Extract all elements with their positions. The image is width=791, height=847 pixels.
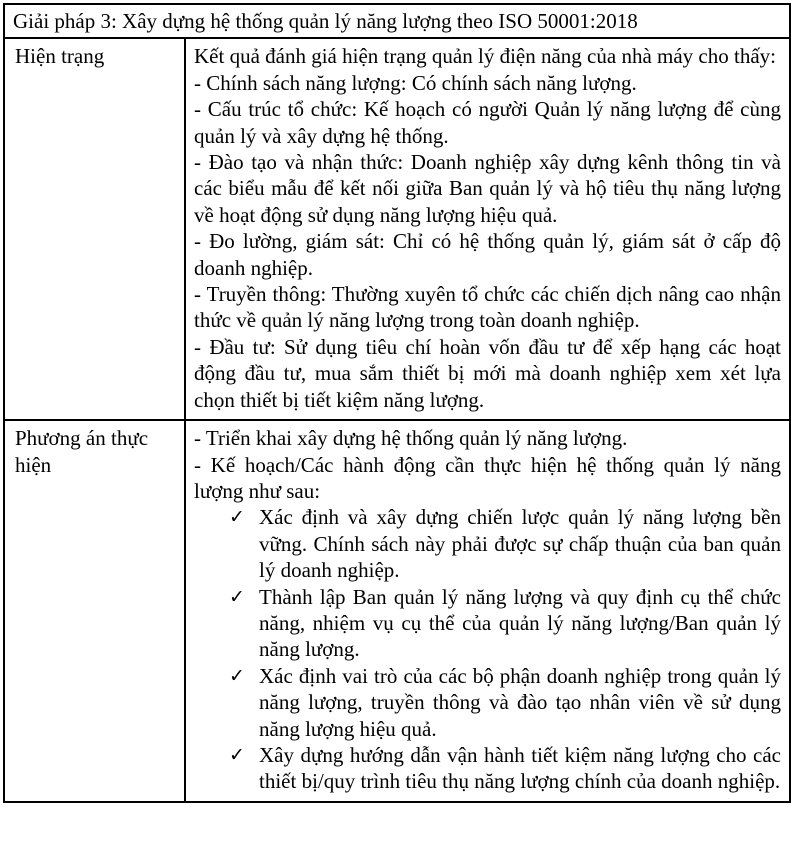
- table-title-row: [4, 4, 790, 38]
- status-item-measurement: - Đo lường, giám sát: Chỉ có hệ thống quản lý, giám sát ở cấp độ doanh nghiệp.: [194, 229, 781, 280]
- status-item-investment: - Đầu tư: Sử dụng tiêu chí hoàn vốn đầu tư để xếp hạng các hoạt động đầu tư, mua sắm thiết bị mới mà doanh nghiệp xem xét lựa chọn thiết bị tiết kiệm năng lượng.: [194, 334, 781, 412]
- table-row: [4, 420, 790, 802]
- checklist-item-text: Thành lập Ban quản lý năng lượng và quy định cụ thể chức năng, nhiệm vụ cụ thể của quản lý năng lượng/Ban quản lý năng lượng.: [259, 584, 781, 662]
- check-icon: ✓: [229, 664, 245, 687]
- status-intro-paragraph: Kết quả đánh giá hiện trạng quản lý điện năng của nhà máy cho thấy:: [194, 44, 776, 69]
- status-item-structure: - Cấu trúc tổ chức: Kế hoạch có người Quản lý năng lượng để cùng quản lý và xây dựng hệ thống.: [194, 97, 781, 148]
- plan-item-actions-intro: - Kế hoạch/Các hành động cần thực hiện hệ thống quản lý năng lượng như sau:: [194, 452, 781, 503]
- check-icon: ✓: [229, 743, 245, 766]
- check-icon: ✓: [229, 585, 245, 608]
- checklist-item: [229, 584, 781, 663]
- status-item-policy: - Chính sách năng lượng: Có chính sách năng lượng.: [194, 70, 637, 95]
- phuong-an-content: [185, 420, 790, 802]
- solution-table: [3, 3, 791, 803]
- checklist-item: [229, 742, 781, 795]
- plan-item-deploy: - Triển khai xây dựng hệ thống quản lý năng lượng.: [194, 426, 628, 451]
- checklist-item-text: Xác định vai trò của các bộ phận doanh nghiệp trong quản lý năng lượng, truyền thông và đào tạo nhân viên về sử dụng năng lượng hiệu quả.: [259, 663, 781, 741]
- table-title: Giải pháp 3: Xây dựng hệ thống quản lý năng lượng theo ISO 50001:2018: [4, 4, 790, 38]
- hien-trang-content: [185, 38, 790, 420]
- row-label-phuong-an: Phương án thực hiện: [4, 420, 185, 802]
- table-row: [4, 38, 790, 420]
- checklist-item: [229, 504, 781, 583]
- check-icon: ✓: [229, 506, 245, 529]
- checklist-item-text: Xác định và xây dựng chiến lược quản lý năng lượng bền vững. Chính sách này phải được sự chấp thuận của ban quản lý doanh nghiệp.: [259, 505, 781, 583]
- status-item-training: - Đào tạo và nhận thức: Doanh nghiệp xây dựng kênh thông tin và các biểu mẫu để kết nối giữa Ban quản lý và hộ tiêu thụ năng lượng về hoạt động sử dụng năng lượng hiệu quả.: [194, 150, 781, 227]
- status-item-communication: - Truyền thông: Thường xuyên tổ chức các chiến dịch nâng cao nhận thức về quản lý năng lượng trong toàn doanh nghiệp.: [194, 282, 781, 333]
- checklist-item: [229, 663, 781, 742]
- row-label-hien-trang: Hiện trạng: [4, 38, 185, 420]
- checklist-item-text: Xây dựng hướng dẫn vận hành tiết kiệm năng lượng cho các thiết bị/quy trình tiêu thụ năng lượng chính của doanh nghiệp.: [259, 742, 781, 794]
